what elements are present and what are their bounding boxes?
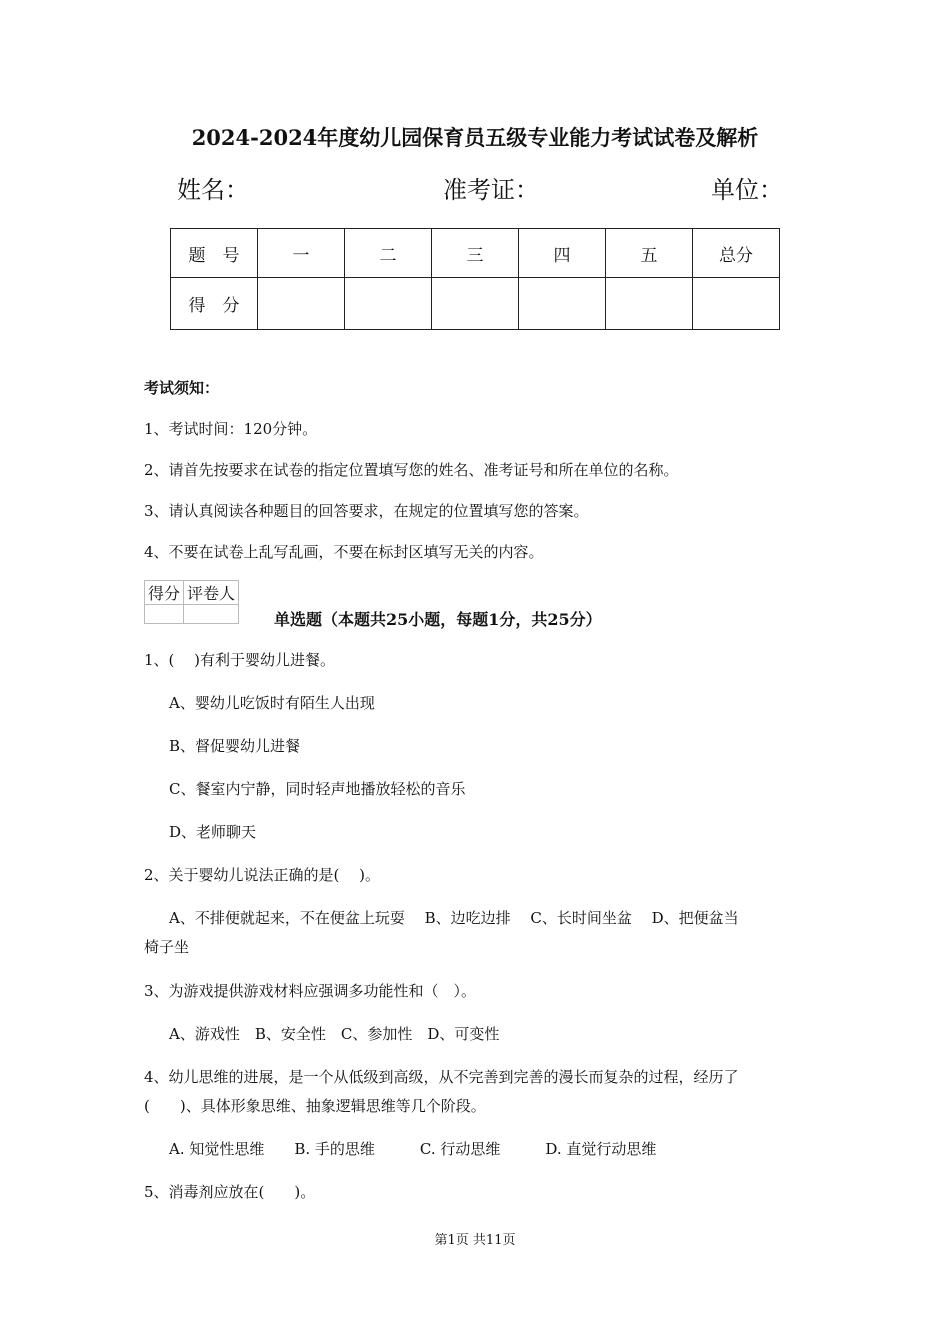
page-footer: 第1页 共11页 <box>434 1233 516 1248</box>
question-3-options: A、游戏性 B、安全性 C、参加性 D、可变性 <box>169 1025 500 1043</box>
question-2-options-cont: 椅子坐 <box>144 938 190 956</box>
question-1-option-a: A、婴幼儿吃饭时有陌生人出现 <box>169 694 375 712</box>
score-table-col-5: 五 <box>606 229 693 278</box>
score-table-score-row <box>171 278 780 330</box>
score-cell-5[interactable] <box>606 278 693 330</box>
notice-item: 4、不要在试卷上乱写乱画，不要在标封区填写无关的内容。 <box>144 543 544 561</box>
name-label: 姓名： <box>177 176 249 204</box>
score-table-header-row <box>171 229 780 278</box>
question-4-stem-cont: ( )、具体形象思维、抽象逻辑思维等几个阶段。 <box>144 1097 486 1115</box>
exam-id-label: 准考证： <box>443 176 539 204</box>
notice-item: 2、请首先按要求在试卷的指定位置填写您的姓名、准考证号和所在单位的名称。 <box>144 461 679 479</box>
score-table-col-1: 一 <box>258 229 345 278</box>
unit-label: 单位： <box>711 176 783 204</box>
score-table-col-2: 二 <box>345 229 432 278</box>
question-1-stem: 1、( )有利于婴幼儿进餐。 <box>144 651 336 669</box>
notice-item: 1、考试时间：120分钟。 <box>144 420 318 438</box>
grader-name-cell[interactable] <box>184 605 239 624</box>
grader-score-cell[interactable] <box>145 605 184 624</box>
score-cell-3[interactable] <box>432 278 519 330</box>
score-table-row-label: 得 分 <box>171 278 258 330</box>
question-5-stem: 5、消毒剂应放在( )。 <box>144 1183 316 1201</box>
question-4-options: A. 知觉性思维 B. 手的思维 C. 行动思维 D. 直觉行动思维 <box>169 1140 657 1158</box>
question-4-stem: 4、幼儿思维的进展，是一个从低级到高级，从不完善到完善的漫长而复杂的过程，经历了 <box>144 1068 739 1086</box>
question-2-options: A、不排便就起来，不在便盆上玩耍 B、边吃边排 C、长时间坐盆 D、把便盆当 <box>169 909 739 927</box>
score-cell-2[interactable] <box>345 278 432 330</box>
grader-box <box>144 580 239 624</box>
score-cell-1[interactable] <box>258 278 345 330</box>
question-1-option-d: D、老师聊天 <box>169 823 257 841</box>
notice-heading: 考试须知： <box>144 379 220 397</box>
section-title: 单选题（本题共25小题，每题1分，共25分） <box>274 610 602 629</box>
score-cell-4[interactable] <box>519 278 606 330</box>
score-cell-total[interactable] <box>693 278 780 330</box>
question-3-stem: 3、为游戏提供游戏材料应强调多功能性和（ ）。 <box>144 982 477 1000</box>
score-table-col-3: 三 <box>432 229 519 278</box>
score-table <box>170 228 780 330</box>
page-title: 2024-2024年度幼儿园保育员五级专业能力考试试卷及解析 <box>191 125 759 150</box>
score-table-col-4: 四 <box>519 229 606 278</box>
score-table-header-label: 题 号 <box>171 229 258 278</box>
grader-score-label: 得分 <box>145 581 184 605</box>
question-1-option-c: C、餐室内宁静，同时轻声地播放轻松的音乐 <box>169 780 466 798</box>
notice-item: 3、请认真阅读各种题目的回答要求，在规定的位置填写您的答案。 <box>144 502 589 520</box>
score-table-col-total: 总分 <box>693 229 780 278</box>
question-1-option-b: B、督促婴幼儿进餐 <box>169 737 301 755</box>
grader-name-label: 评卷人 <box>184 581 239 605</box>
question-2-stem: 2、关于婴幼儿说法正确的是( )。 <box>144 866 381 884</box>
